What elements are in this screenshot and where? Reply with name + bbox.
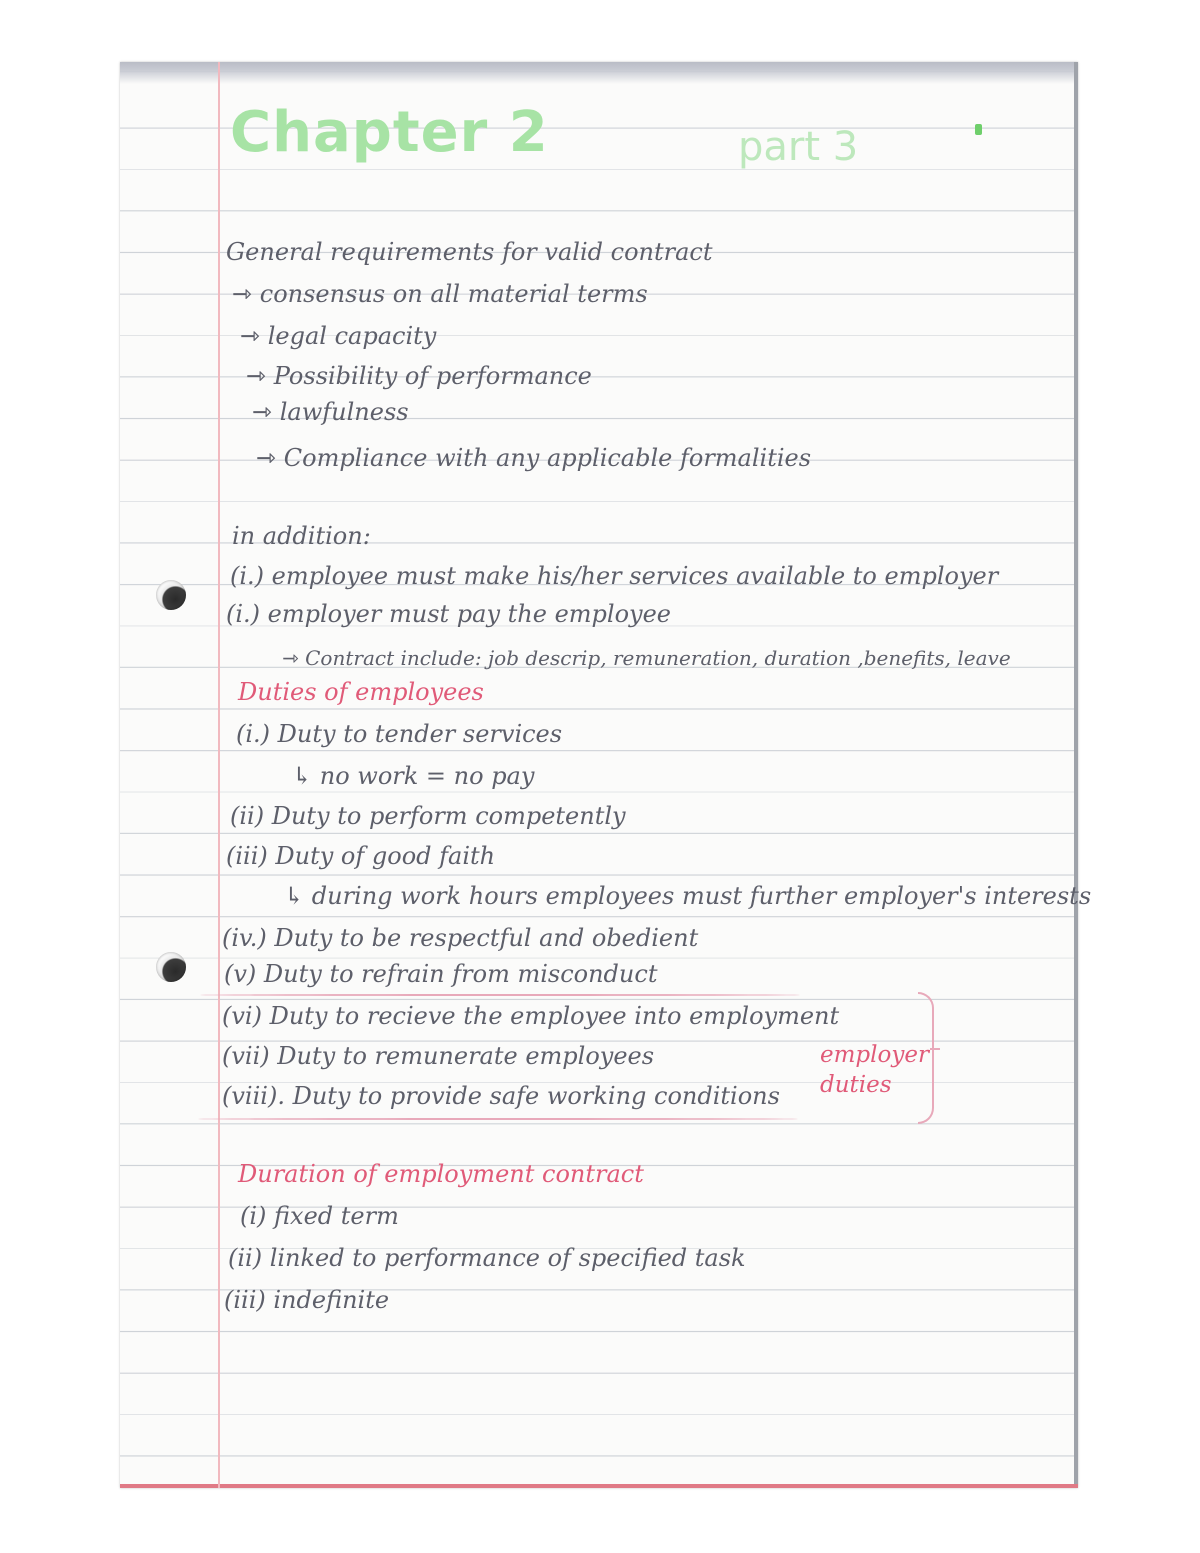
- page-bottom-edge: [120, 1484, 1078, 1488]
- binder-hole: [156, 580, 186, 610]
- duration-heading: Duration of employment contract: [238, 1160, 644, 1188]
- underline-squiggle: [198, 1118, 798, 1120]
- page-title: Chapter 2: [230, 100, 549, 165]
- binder-hole: [156, 952, 186, 982]
- requirement-item: ⇾ legal capacity: [240, 322, 437, 350]
- green-mark: [975, 124, 982, 135]
- duty-item: (iii) Duty of good faith: [226, 842, 496, 870]
- part-label: part 3: [738, 124, 859, 170]
- duration-item: (ii) linked to performance of specified task: [228, 1244, 746, 1272]
- notebook-page: [120, 62, 1078, 1488]
- curly-brace-tip: [930, 1048, 940, 1050]
- requirement-item: ⇾ Compliance with any applicable formalities: [256, 444, 812, 472]
- torn-top-edge: [120, 62, 1078, 84]
- contract-note: ⇾ Contract include: job descrip, remuneration, duration ,benefits, leave: [282, 646, 1011, 670]
- employer-duties-label: employer duties: [820, 1042, 929, 1098]
- employer-duty-item: (vi) Duty to recieve the employee into employment: [222, 1002, 840, 1030]
- duty-subnote: ↳ during work hours employees must further employer's interests: [284, 882, 1092, 910]
- requirement-item: ⇾ Possibility of performance: [246, 362, 592, 390]
- duty-item: (iv.) Duty to be respectful and obedient: [222, 924, 699, 952]
- page-right-edge: [1074, 62, 1078, 1488]
- requirement-item: ⇾ lawfulness: [252, 398, 409, 426]
- requirement-item: ⇾ consensus on all material terms: [232, 280, 648, 308]
- employer-duty-item: (vii) Duty to remunerate employees: [222, 1042, 655, 1070]
- duty-item: (i.) Duty to tender services: [236, 720, 563, 748]
- margin-line: [218, 62, 220, 1488]
- underline-squiggle: [200, 994, 800, 996]
- duty-subnote: ↳ no work = no pay: [292, 762, 535, 790]
- employer-duty-item: (viii). Duty to provide safe working conditions: [222, 1082, 780, 1110]
- addition-item: (i.) employer must pay the employee: [226, 600, 671, 628]
- duration-item: (iii) indefinite: [224, 1286, 390, 1314]
- duty-item: (v) Duty to refrain from misconduct: [224, 960, 658, 988]
- addition-heading: in addition:: [232, 522, 371, 550]
- duties-heading: Duties of employees: [238, 678, 484, 706]
- duty-item: (ii) Duty to perform competently: [230, 802, 626, 830]
- duration-item: (i) fixed term: [240, 1202, 399, 1230]
- addition-item: (i.) employee must make his/her services available to employer: [230, 562, 999, 590]
- requirements-heading: General requirements for valid contract: [226, 238, 713, 266]
